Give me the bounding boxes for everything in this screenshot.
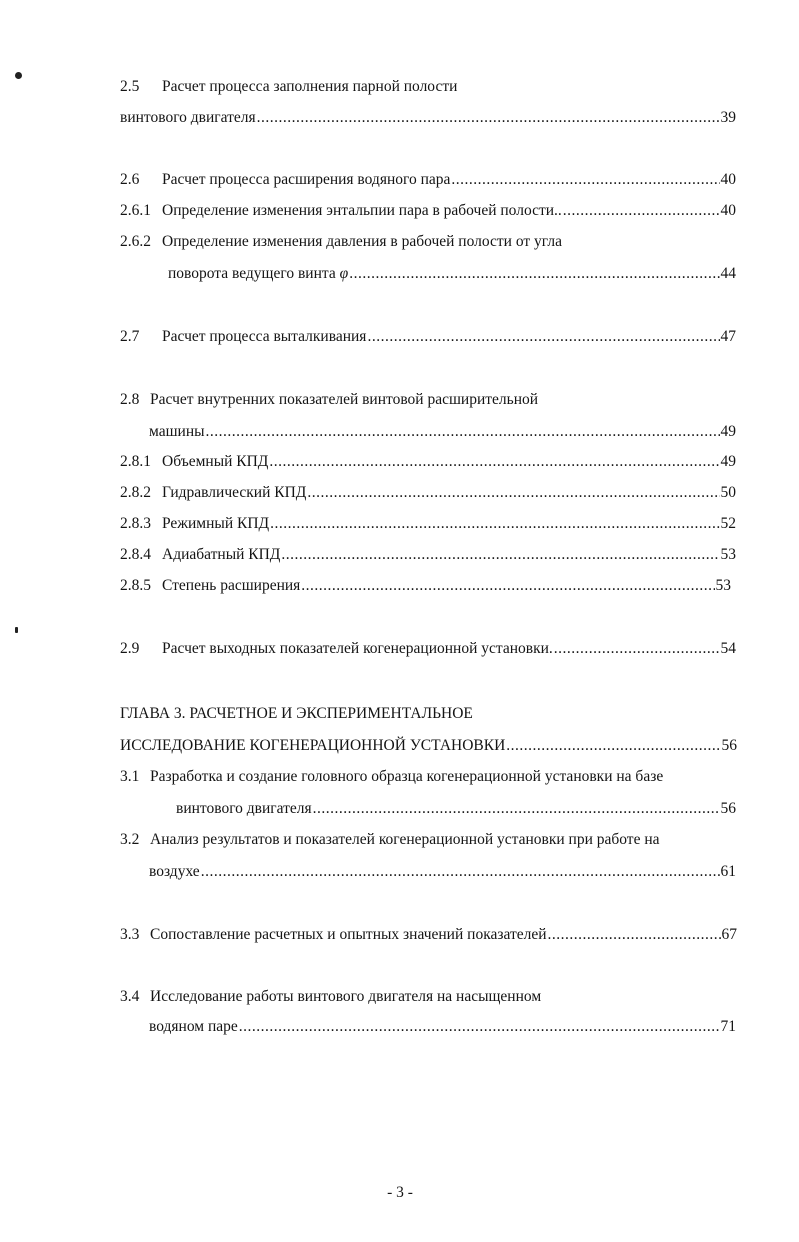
toc-entry-2-8-4 [120,545,736,565]
entry-title-continued: винтового двигателя [176,800,312,817]
toc-entry-2-7 [120,327,736,347]
entry-title: Расчет процесса заполнения парной полости [162,78,458,95]
entry-number: 2.6.1 [120,202,151,219]
dot-leader [548,925,721,945]
entry-number: 2.8.1 [120,453,151,470]
page-number: 44 [720,265,736,282]
entry-number: 2.8.3 [120,515,151,532]
entry-title-continued: водяном паре [149,1018,238,1035]
entry-number: 2.6.2 [120,233,151,250]
dot-leader [313,799,720,819]
toc-entry-2-8-5 [120,576,731,596]
toc-entry-3-1 [120,767,663,787]
page-number: 50 [720,484,736,501]
page-number: 53 [720,546,736,563]
entry-number: 3.1 [120,768,140,785]
entry-title-continued: винтового двигателя [120,109,256,126]
entry-title: Расчет внутренних показателей винтовой расширительной [150,391,539,408]
toc-entry-3-4-cont [149,1017,736,1037]
scan-speck [15,72,22,79]
dot-leader [349,264,719,284]
toc-entry-2-8-2 [120,483,736,503]
entry-number: 2.7 [120,328,140,345]
page-number: 67 [721,926,737,943]
toc-entry-2-6-2-cont [168,264,736,284]
page-number: 52 [720,515,736,532]
entry-title: Исследование работы винтового двигателя на насыщенном [150,988,542,1005]
entry-title: Определение изменения давления в рабочей полости от угла [162,233,562,250]
page-number: 49 [720,423,736,440]
toc-entry-2-9 [120,639,736,659]
toc-entry-3-2 [120,830,660,850]
entry-number: 2.8.2 [120,484,151,501]
page-number: 61 [720,863,736,880]
page-number: 56 [720,800,736,817]
entry-title: Сопоставление расчетных и опытных значений показателей [150,926,547,943]
page-number: 71 [720,1018,736,1035]
chapter-title-continued: ИССЛЕДОВАНИЕ КОГЕНЕРАЦИОННОЙ УСТАНОВКИ [120,737,506,754]
entry-title: Гидравлический КПД [162,484,307,501]
toc-entry-2-8-3 [120,514,736,534]
dot-leader [367,327,719,347]
entry-number: 2.8.4 [120,546,151,563]
page-number: 47 [720,328,736,345]
entry-title-continued: машины [149,423,205,440]
dot-leader [269,452,719,472]
dot-leader [554,639,720,659]
dot-leader [301,576,714,596]
entry-title: Анализ результатов и показателей когенерационной установки при работе на [150,831,660,848]
phi-symbol: φ [339,265,349,282]
toc-entry-2-8-cont [149,422,736,442]
dot-leader [257,108,720,128]
toc-entry-2-6-2 [120,232,562,252]
chapter-3-heading [120,704,473,724]
dot-leader [451,170,719,190]
dot-leader [239,1017,720,1037]
dot-leader [506,736,720,756]
dot-leader [270,514,719,534]
page-number: 49 [720,453,736,470]
toc-entry-3-2-cont [149,862,736,882]
page-number: 40 [720,202,736,219]
entry-title: Степень расширения [162,577,301,594]
entry-title-continued: воздухе [149,863,200,880]
entry-title: Режимный КПД [162,515,270,532]
chapter-title: ГЛАВА 3. РАСЧЕТНОЕ И ЭКСПЕРИМЕНТАЛЬНОЕ [120,705,473,722]
entry-title: Определение изменения энтальпии пара в рабочей полости.. [162,202,562,219]
entry-title-continued: поворота ведущего винта [168,265,336,282]
entry-title: Расчет выходных показателей когенерационной установки. [162,640,553,657]
toc-entry-3-3 [120,925,737,945]
toc-entry-3-4 [120,987,541,1007]
dot-leader [563,201,720,221]
toc-entry-3-1-cont [176,799,736,819]
entry-number: 2.6 [120,171,140,188]
page-number: 40 [720,171,736,188]
toc-entry-2-8 [120,390,538,410]
entry-title: Адиабатный КПД [162,546,281,563]
entry-number: 2.5 [120,78,140,95]
entry-number: 2.9 [120,640,140,657]
toc-entry-2-5-cont [120,108,736,128]
dot-leader [201,862,720,882]
entry-number: 3.4 [120,988,140,1005]
entry-title: Разработка и создание головного образца когенерационной установки на базе [150,768,664,785]
dot-leader [206,422,720,442]
chapter-3-heading-cont [120,736,737,756]
entry-number: 3.3 [120,926,140,943]
page-number: 39 [720,109,736,126]
dot-leader [307,483,719,503]
dot-leader [281,545,719,565]
toc-entry-2-6 [120,170,736,190]
page-number-footer: - 3 - [387,1184,413,1201]
scan-speck [15,627,18,633]
toc-entry-2-5 [120,77,457,97]
toc-entry-2-6-1 [120,201,736,221]
page-number: 56 [721,737,737,754]
page-number: 53 [715,577,731,594]
entry-number: 2.8 [120,391,140,408]
entry-title: Расчет процесса выталкивания [162,328,367,345]
entry-title: Расчет процесса расширения водяного пара [162,171,451,188]
toc-entry-2-8-1 [120,452,736,472]
entry-number: 2.8.5 [120,577,151,594]
entry-title: Объемный КПД [162,453,269,470]
page-number: 54 [720,640,736,657]
entry-number: 3.2 [120,831,140,848]
